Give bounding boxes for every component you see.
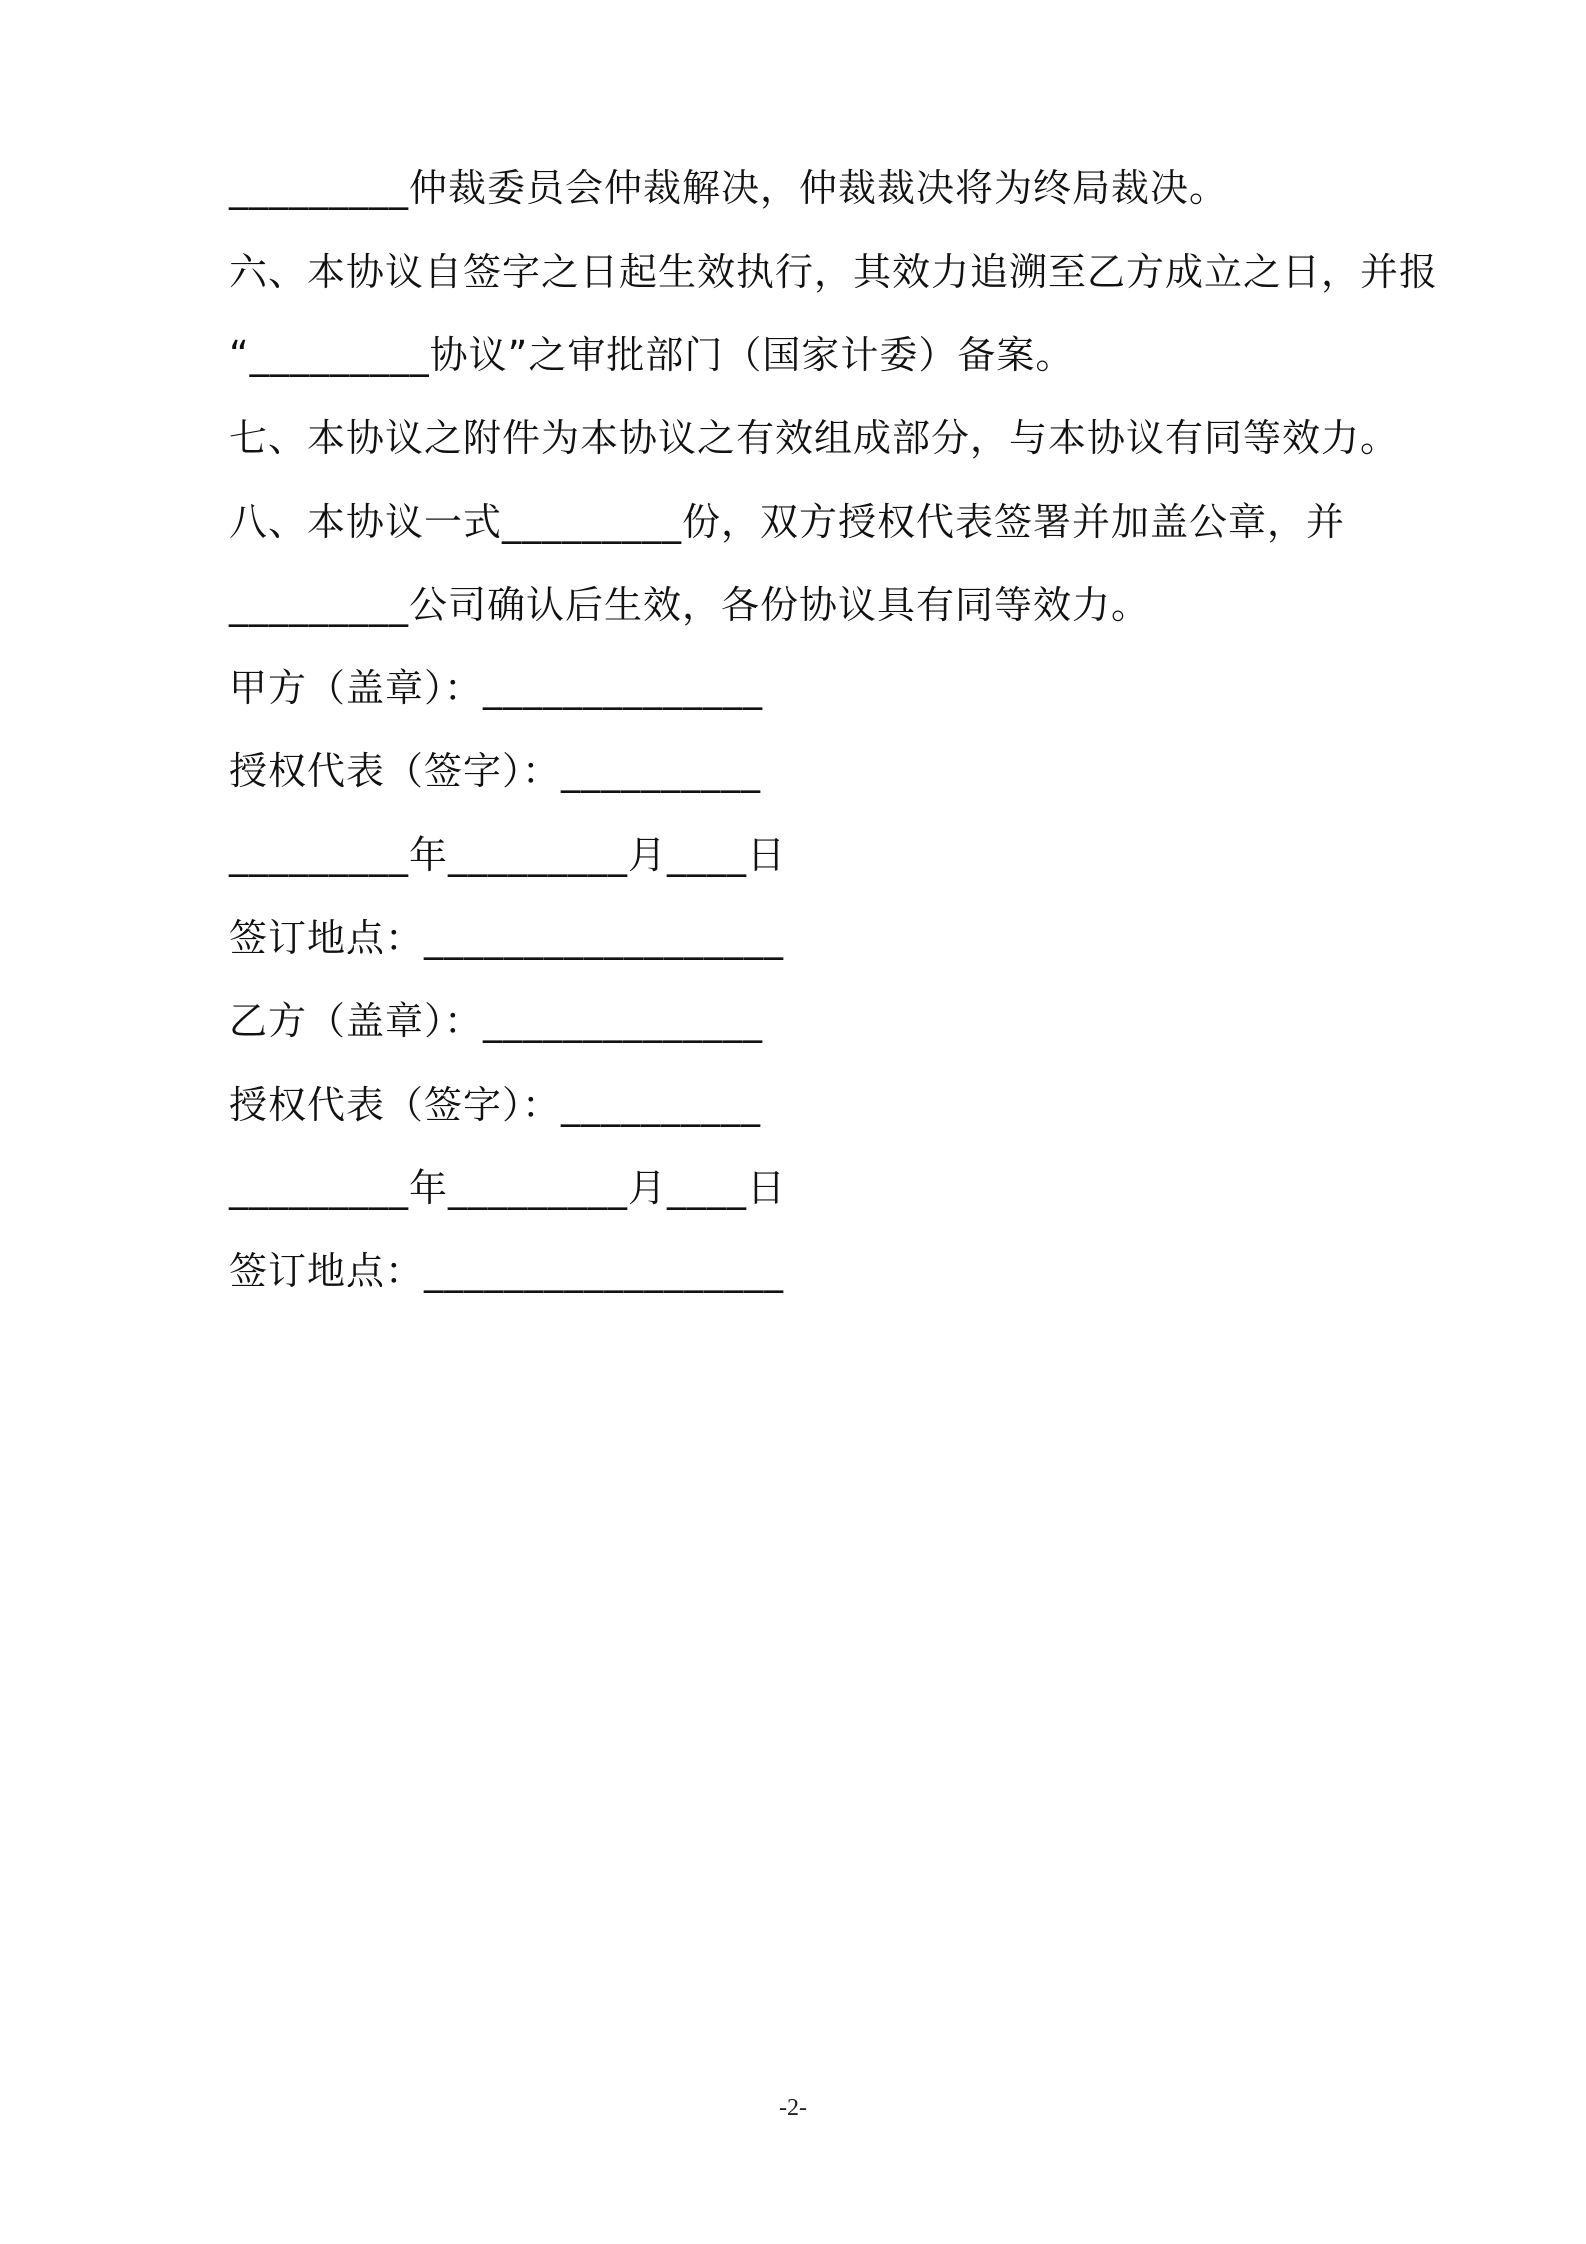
page-number: -2-	[779, 2095, 807, 2121]
clause-six-line-1: 六、本协议自签字之日起生效执行，其效力追溯至乙方成立之日，并报	[229, 250, 1439, 294]
party-a-seal: 甲方（盖章）：______________	[229, 666, 764, 710]
party-a-signing-place: 签订地点：__________________	[229, 916, 785, 960]
clause-eight-line-2: _________公司确认后生效，各份协议具有同等效力。	[229, 583, 1151, 627]
party-b-seal: 乙方（盖章）：______________	[229, 999, 764, 1043]
party-b-representative: 授权代表（签字）：__________	[229, 1083, 762, 1127]
party-b-signing-place: 签订地点：__________________	[229, 1249, 785, 1293]
party-a-date: _________年_________月____日	[229, 833, 787, 877]
clause-eight-line-1: 八、本协议一式_________份，双方授权代表签署并加盖公章，并	[229, 500, 1346, 544]
arbitration-clause-line: _________仲裁委员会仲裁解决，仲裁裁决将为终局裁决。	[229, 166, 1229, 210]
clause-six-line-2: “_________协议”之审批部门（国家计委）备案。	[229, 333, 1075, 377]
clause-seven: 七、本协议之附件为本协议之有效组成部分，与本协议有同等效力。	[229, 416, 1400, 460]
party-b-date: _________年_________月____日	[229, 1166, 787, 1210]
party-a-representative: 授权代表（签字）：__________	[229, 749, 762, 793]
